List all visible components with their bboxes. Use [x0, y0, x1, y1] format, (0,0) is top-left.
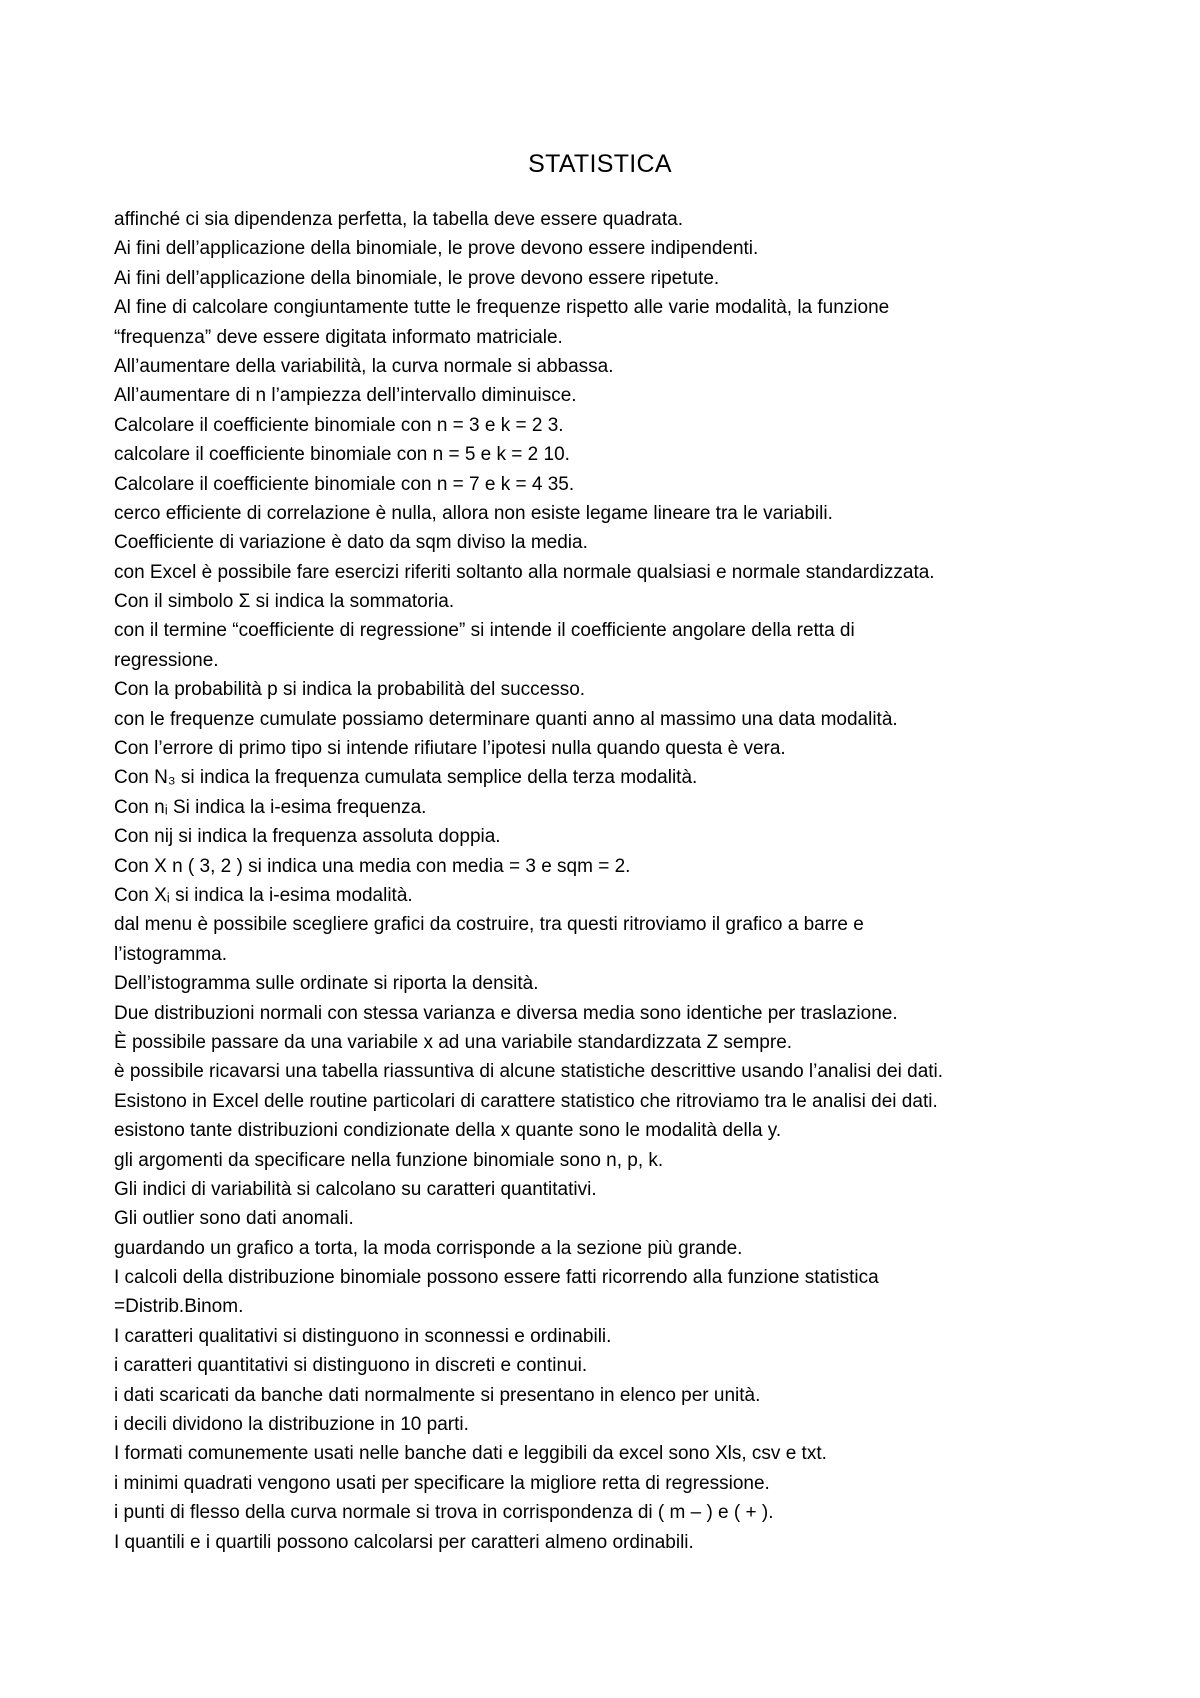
text-line: Gli indici di variabilità si calcolano su caratteri quantitativi. — [114, 1178, 597, 1200]
text-line: i punti di flesso della curva normale si trova in corrispondenza di ( m – ) e ( + ). — [114, 1502, 774, 1524]
text-line: i decili dividono la distribuzione in 10 parti. — [114, 1414, 469, 1436]
text-line: Con nij si indica la frequenza assoluta doppia. — [114, 826, 501, 848]
text-line: gli argomenti da specificare nella funzione binomiale sono n, p, k. — [114, 1149, 664, 1171]
text-line: con le frequenze cumulate possiamo determinare quanti anno al massimo una data modalità. — [114, 708, 898, 730]
text-line: Coefficiente di variazione è dato da sqm diviso la media. — [114, 532, 588, 554]
text-line: è possibile ricavarsi una tabella riassuntiva di alcune statistiche descrittive usando l’analisi dei dati. — [114, 1061, 944, 1083]
text-line: i minimi quadrati vengono usati per specificare la migliore retta di regressione. — [114, 1472, 770, 1494]
text-line: Ai fini dell’applicazione della binomiale, le prove devono essere ripetute. — [114, 267, 720, 289]
text-line: guardando un grafico a torta, la moda corrisponde a la sezione più grande. — [114, 1237, 743, 1259]
text-line: Con N₃ si indica la frequenza cumulata semplice della terza modalità. — [114, 767, 698, 789]
text-line: affinché ci sia dipendenza perfetta, la tabella deve essere quadrata. — [114, 209, 683, 230]
page-title: STATISTICA — [528, 150, 672, 178]
text-line: =Distrib.Binom. — [114, 1296, 244, 1318]
text-line: Gli outlier sono dati anomali. — [114, 1208, 354, 1230]
text-line: Con Xᵢ si indica la i-esima modalità. — [114, 884, 413, 906]
text-line: Con X n ( 3, 2 ) si indica una media con media = 3 e sqm = 2. — [114, 855, 631, 877]
text-line: Con la probabilità p si indica la probabilità del successo. — [114, 679, 586, 701]
text-line: calcolare il coefficiente binomiale con n = 5 e k = 2 10. — [114, 444, 570, 466]
text-line: con Excel è possibile fare esercizi riferiti soltanto alla normale qualsiasi e normale standardizzata. — [114, 561, 935, 583]
text-line: All’aumentare di n l’ampiezza dell’intervallo diminuisce. — [114, 385, 577, 407]
text-line: con il termine “coefficiente di regressione” si intende il coefficiente angolare della retta di — [114, 620, 855, 642]
text-line: Con l’errore di primo tipo si intende rifiutare l’ipotesi nulla quando questa è vera. — [114, 738, 786, 760]
text-line: “frequenza” deve essere digitata informato matriciale. — [114, 326, 563, 348]
text-line: Calcolare il coefficiente binomiale con n = 7 e k = 4 35. — [114, 473, 575, 495]
statement-list — [114, 205, 1114, 1557]
text-line: Al fine di calcolare congiuntamente tutte le frequenze rispetto alle varie modalità, la funzione — [114, 297, 890, 319]
text-line: l’istogramma. — [114, 943, 227, 965]
text-line: i caratteri quantitativi si distinguono in discreti e continui. — [114, 1355, 588, 1377]
text-line: Due distribuzioni normali con stessa varianza e diversa media sono identiche per traslazione. — [114, 1002, 898, 1024]
text-line: Esistono in Excel delle routine particolari di carattere statistico che ritroviamo tra le analisi dei dati. — [114, 1090, 938, 1112]
text-line: I caratteri qualitativi si distinguono in sconnessi e ordinabili. — [114, 1325, 612, 1347]
text-line: dal menu è possibile scegliere grafici da costruire, tra questi ritroviamo il grafico a barre e — [114, 914, 864, 936]
text-line: Dell’istogramma sulle ordinate si riporta la densità. — [114, 973, 539, 995]
text-line: Calcolare il coefficiente binomiale con n = 3 e k = 2 3. — [114, 414, 564, 436]
text-line: I formati comunemente usati nelle banche dati e leggibili da excel sono Xls, csv e txt. — [114, 1443, 827, 1465]
text-line: regressione. — [114, 649, 219, 671]
text-line: i dati scaricati da banche dati normalmente si presentano in elenco per unità. — [114, 1384, 761, 1406]
text-line: esistono tante distribuzioni condizionate della x quante sono le modalità della y. — [114, 1120, 782, 1142]
text-line: È possibile passare da una variabile x ad una variabile standardizzata Z sempre. — [114, 1031, 793, 1053]
text-line: Ai fini dell’applicazione della binomiale, le prove devono essere indipendenti. — [114, 238, 759, 260]
text-line: I calcoli della distribuzione binomiale possono essere fatti ricorrendo alla funzione statistica — [114, 1267, 879, 1289]
text-line: cerco efficiente di correlazione è nulla, allora non esiste legame lineare tra le variabili. — [114, 502, 833, 524]
text-line: I quantili e i quartili possono calcolarsi per caratteri almeno ordinabili. — [114, 1531, 694, 1553]
text-line: Con nᵢ Si indica la i-esima frequenza. — [114, 796, 427, 818]
text-line: Con il simbolo Σ si indica la sommatoria. — [114, 591, 455, 613]
text-line: All’aumentare della variabilità, la curva normale si abbassa. — [114, 355, 614, 377]
